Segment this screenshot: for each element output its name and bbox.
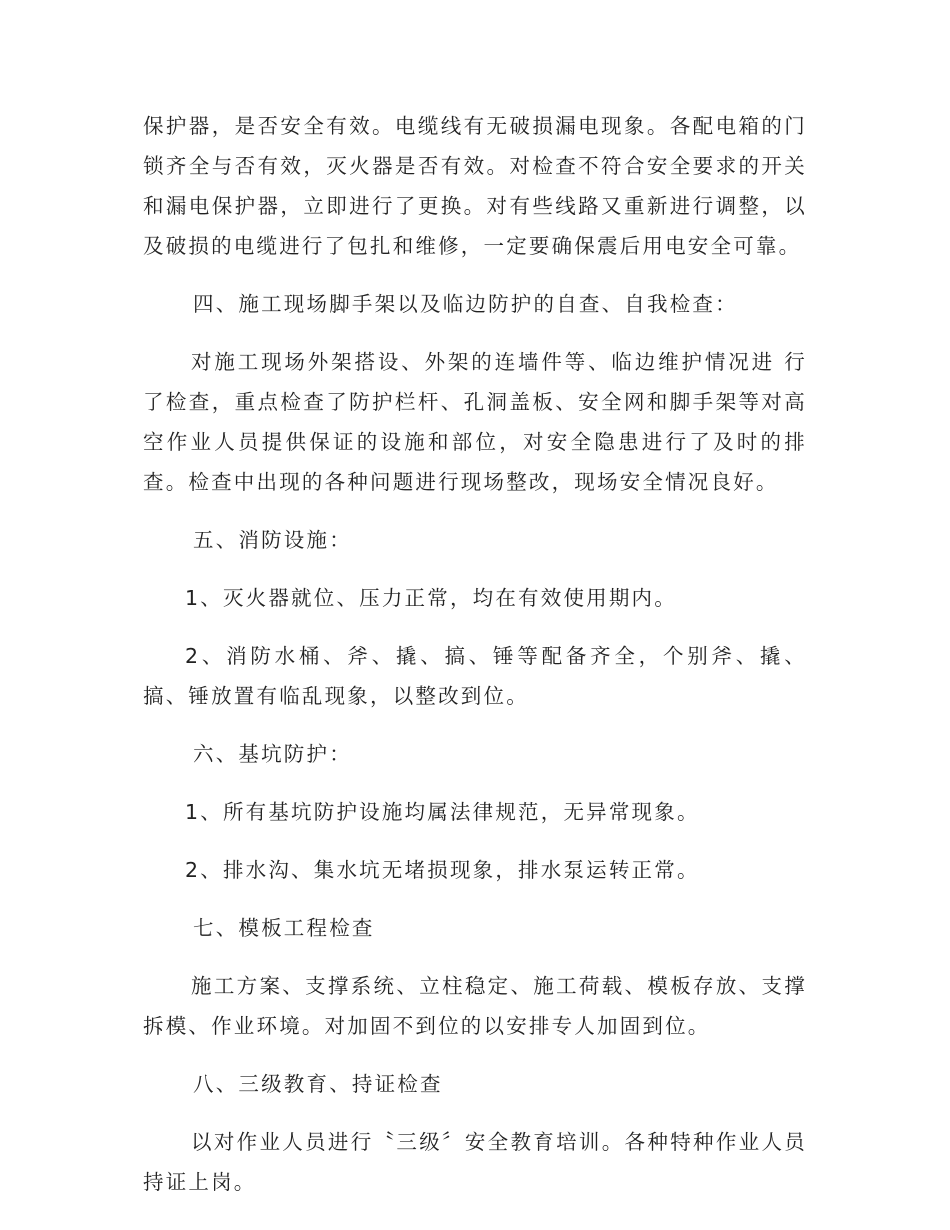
section-heading-foundation-pit: 六、基坑防护： xyxy=(193,742,352,766)
list-item-fire-2: 2、消防水桶、斧、撬、搞、锤等配备齐全，个别斧、撬、搞、锤放置有临乱现象，以整改到位。 xyxy=(143,644,807,708)
paragraph-electrical-protection: 保护器，是否安全有效。电缆线有无破损漏电现象。各配电箱的门锁齐全与否有效，灭火器是否有效。对检查不符合安全要求的开关和漏电保护器，立即进行了更换。对有些线路又重新进行调整，以及破损的电缆进行了包扎和维修，一定要确保震后用电安全可靠。 xyxy=(143,114,807,258)
list-item-pit-2: 2、排水沟、集水坑无堵损现象，排水泵运转正常。 xyxy=(185,858,700,882)
section-heading-scaffolding: 四、施工现场脚手架以及临边防护的自查、自我检查： xyxy=(193,292,738,316)
document-body xyxy=(143,106,807,1220)
list-item-pit-1: 1、所有基坑防护设施均属法律规范，无异常现象。 xyxy=(185,800,700,824)
paragraph-formwork-check: 施工方案、支撑系统、立柱稳定、施工荷载、模板存放、支撑拆模、作业环境。对加固不到位的以安排专人加固到位。 xyxy=(143,974,807,1038)
list-item-fire-1: 1、灭火器就位、压力正常，均在有效使用期内。 xyxy=(185,586,677,610)
section-heading-education: 八、三级教育、持证检查 xyxy=(193,1072,443,1096)
section-heading-fire-facilities: 五、消防设施： xyxy=(193,528,352,552)
section-heading-formwork: 七、模板工程检查 xyxy=(193,916,375,940)
paragraph-scaffolding-check: 对施工现场外架搭设、外架的连墙件等、临边维护情况进 行了检查，重点检查了防护栏杆、孔洞盖板、安全网和脚手架等对高空作业人员提供保证的设施和部位，对安全隐患进行了及时的排查。检查中出现的各种问题进行现场整改，现场安全情况良好。 xyxy=(143,350,807,494)
paragraph-education-check: 以对作业人员进行〝三级〞安全教育培训。各种特种作业人员持证上岗。 xyxy=(143,1130,807,1194)
